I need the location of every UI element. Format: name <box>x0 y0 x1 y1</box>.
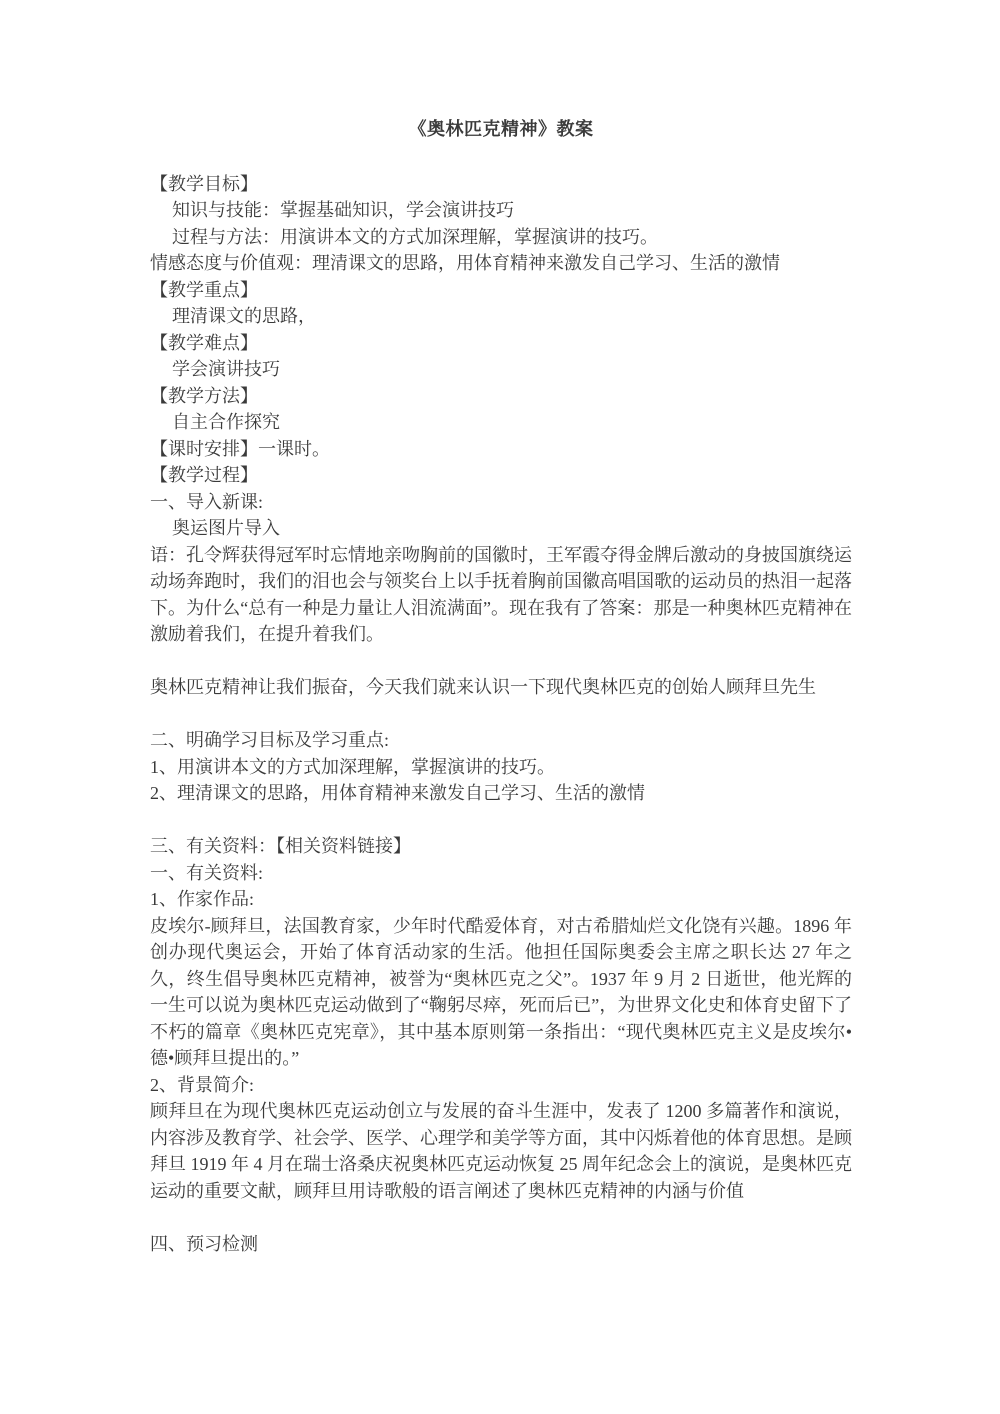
section-header-teaching-goals: 【教学目标】 <box>150 173 258 194</box>
blank-line <box>150 701 852 728</box>
paragraph-intro-speech: 语：孔令辉获得冠军时忘情地亲吻胸前的国徽时，王军霞夺得金牌后激动的身披国旗绕运动场奔跑时，我们的泪也会与领奖台上以手抚着胸前国徽高唱国歌的运动员的热泪一起落下。为什么“总有一种是力量让人泪流满面”。现在我有了答案：那是一种奥林匹克精神在激励着我们，在提升着我们。 <box>150 544 852 644</box>
line-teaching-difficulty: 学会演讲技巧 <box>172 359 280 379</box>
line-class-hours: 【课时安排】一课时。 <box>150 438 330 459</box>
line-affect-and-values: 情感态度与价值观：理清课文的思路，用体育精神来激发自己学习、生活的激情 <box>150 253 780 273</box>
paragraph-background: 顾拜旦在为现代奥林匹克运动创立与发展的奋斗生涯中，发表了 1200 多篇著作和演说，内容涉及教育学、社会学、医学、心理学和美学等方面，其中闪烁着他的体育思想。是顾拜旦 1919 年 4 月在瑞士洛桑庆祝奥林匹克运动恢复 25 周年纪念会上的演说，是奥林匹克运动的重要文献，顾拜旦用诗歌般的语言阐述了奥林匹克精神的内涵与价值 <box>150 1101 852 1201</box>
section-header-teaching-method: 【教学方法】 <box>150 385 258 406</box>
heading-part-3-materials: 三、有关资料：【相关资料链接】 <box>150 836 411 856</box>
line-teaching-focus: 理清课文的思路， <box>172 306 316 326</box>
subheading-background: 2、背景简介: <box>150 1074 255 1095</box>
paragraph-author-bio: 皮埃尔-顾拜旦，法国教育家，少年时代酷爱体育，对古希腊灿烂文化饶有兴趣。1896 年创办现代奥运会，开始了体育活动家的生活。他担任国际奥委会主席之职长达 27 年之久，终生倡导奥林匹克精神，被誉为“奥林匹克之父”。1937 年 9 月 2 日逝世，他光辉的一生可以说为奥林匹克运动做到了“鞠躬尽瘁，死而后已”，为世界文化史和体育史留下了不朽的篇章《奥林匹克宪章》，其中基本原则第一条指出：“现代奥林匹克主义是皮埃尔•德•顾拜旦提出的。” <box>150 915 852 1068</box>
subheading-author-works: 1、作家作品: <box>150 889 255 909</box>
blank-line <box>150 807 852 834</box>
line-knowledge-and-skills: 知识与技能：掌握基础知识，学会演讲技巧 <box>172 200 514 220</box>
subheading-materials: 一、有关资料: <box>150 862 264 883</box>
section-header-teaching-focus: 【教学重点】 <box>150 279 258 300</box>
paragraph-transition: 奥林匹克精神让我们振奋，今天我们就来认识一下现代奥林匹克的创始人顾拜旦先生 <box>150 677 816 697</box>
heading-part-4-preview-check: 四、预习检测 <box>150 1233 258 1254</box>
line-process-and-methods: 过程与方法：用演讲本文的方式加深理解，掌握演讲的技巧。 <box>172 226 658 247</box>
list-item-goal-2: 2、理清课文的思路，用体育精神来激发自己学习、生活的激情 <box>150 783 645 803</box>
line-olympic-picture-intro: 奥运图片导入 <box>172 518 280 538</box>
blank-line <box>150 1204 852 1231</box>
heading-part-1-intro: 一、导入新课: <box>150 491 264 512</box>
blank-line <box>150 648 852 675</box>
heading-part-2-goals: 二、明确学习目标及学习重点: <box>150 730 389 750</box>
list-item-goal-1: 1、用演讲本文的方式加深理解，掌握演讲的技巧。 <box>150 756 555 777</box>
page-title: 《奥林匹克精神》教案 <box>408 119 594 139</box>
section-header-teaching-process: 【教学过程】 <box>150 465 258 485</box>
line-teaching-method: 自主合作探究 <box>172 412 280 432</box>
section-header-teaching-difficulty: 【教学难点】 <box>150 332 258 353</box>
